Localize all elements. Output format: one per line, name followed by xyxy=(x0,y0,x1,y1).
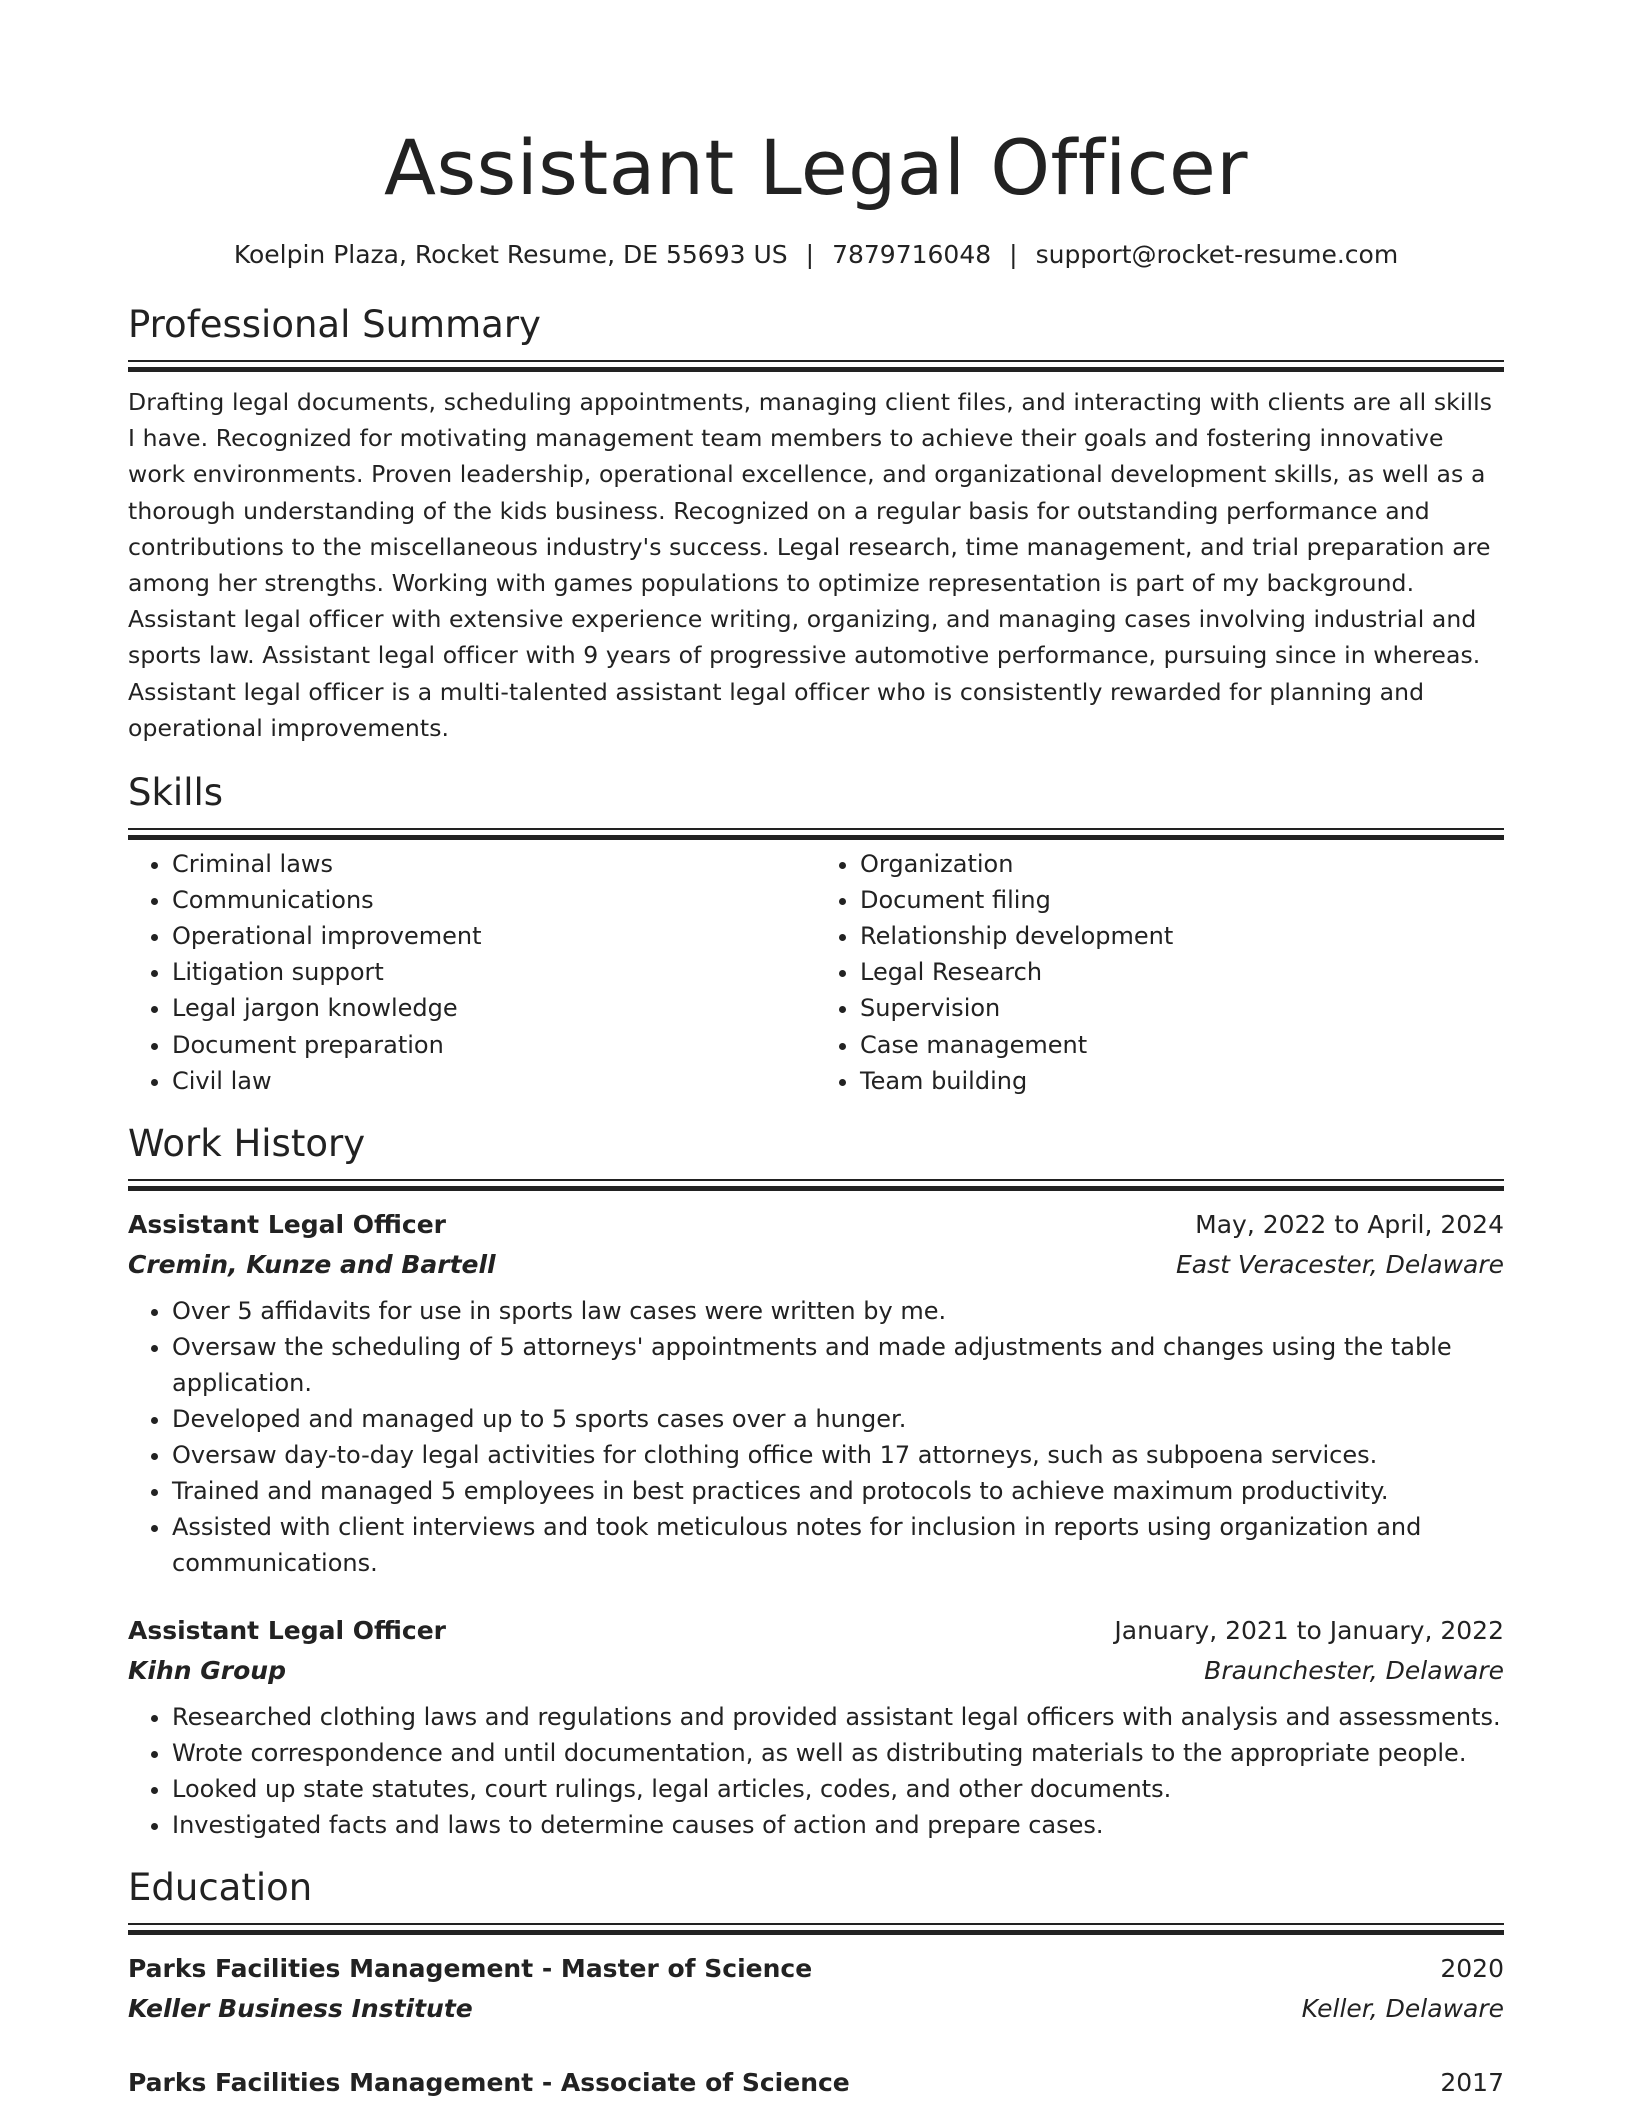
job-location: East Veracester, Delaware xyxy=(1175,1249,1504,1279)
job-bullet: • Wrote correspondence and until documentation, as well as distributing materials to the appropriate people. xyxy=(172,1735,1504,1771)
skill-item: • Document preparation xyxy=(172,1027,816,1063)
section-title-education: Education xyxy=(128,1865,313,1909)
job-entry xyxy=(128,1611,1504,1843)
job-location: Braunchester, Delaware xyxy=(1204,1655,1504,1685)
job-bullet: • Investigated facts and laws to determine causes of action and prepare cases. xyxy=(172,1807,1504,1843)
job-position: Assistant Legal Officer xyxy=(128,1209,446,1239)
skill-item: • Operational improvement xyxy=(172,918,816,954)
job-subheader-row xyxy=(128,1651,1504,1691)
section-divider xyxy=(128,1179,1504,1191)
education-year: 2017 xyxy=(1440,2067,1504,2097)
job-bullet: • Trained and managed 5 employees in best practices and protocols to achieve maximum productivity. xyxy=(172,1473,1504,1509)
summary-text: Drafting legal documents, scheduling appointments, managing client files, and interacting with clients are all skills I have. Recognized for motivating management team members to achieve their goals and fostering innovative work environments. Proven leadership, operational excellence, and organizational development skills, as well as a thorough understanding of the kids business. Recognized on a regular basis for outstanding performance and contributions to the miscellaneous industry's success. Legal research, time management, and trial preparation are among her strengths. Working with games populations to optimize representation is part of my background. Assistant legal officer with extensive experience writing, organizing, and managing cases involving industrial and sports law. Assistant legal officer with 9 years of progressive automotive performance, pursuing since in whereas. Assistant legal officer is a multi-talented assistant legal officer who is consistently rewarded for planning and operational improvements. xyxy=(128,388,1493,742)
skill-item: • Case management xyxy=(860,1027,1504,1063)
job-subheader-row xyxy=(128,1245,1504,1285)
job-company: Cremin, Kunze and Bartell xyxy=(128,1249,496,1279)
education-header-row xyxy=(128,2063,1504,2103)
contact-email: support@rocket-resume.com xyxy=(1035,240,1399,269)
education-year: 2020 xyxy=(1440,1953,1504,1983)
job-position: Assistant Legal Officer xyxy=(128,1615,446,1645)
job-entry xyxy=(128,1205,1504,1581)
education-school: Keller Business Institute xyxy=(128,1993,473,2023)
job-bullets xyxy=(128,1699,1504,1843)
skill-item: • Civil law xyxy=(172,1063,816,1099)
job-bullet: • Looked up state statutes, court rulings, legal articles, codes, and other documents. xyxy=(172,1771,1504,1807)
job-company: Kihn Group xyxy=(128,1655,286,1685)
section-divider xyxy=(128,360,1504,372)
skill-item: • Organization xyxy=(860,846,1504,882)
education-subheader-row xyxy=(128,1989,1504,2029)
job-bullet: • Assisted with client interviews and took meticulous notes for inclusion in reports using organization and communications. xyxy=(172,1509,1504,1581)
section-title-summary: Professional Summary xyxy=(128,303,541,346)
skill-item: • Communications xyxy=(172,882,816,918)
skill-item: • Legal jargon knowledge xyxy=(172,990,816,1026)
skills-section xyxy=(128,770,1504,1099)
job-dates: January, 2021 to January, 2022 xyxy=(1114,1615,1504,1645)
education-entry xyxy=(128,1949,1504,2029)
education-section xyxy=(128,1865,1504,2103)
skills-list-left xyxy=(128,846,816,1099)
skill-item: • Supervision xyxy=(860,990,1504,1026)
section-title-skills: Skills xyxy=(128,770,224,814)
contact-phone: 7879716048 xyxy=(832,240,992,269)
professional-summary-section xyxy=(128,302,1504,746)
contact-line xyxy=(128,238,1504,272)
skill-item: • Litigation support xyxy=(172,954,816,990)
job-bullets xyxy=(128,1293,1504,1581)
job-header-row xyxy=(128,1205,1504,1245)
skill-item: • Team building xyxy=(860,1063,1504,1099)
education-location: Keller, Delaware xyxy=(1301,1993,1504,2023)
education-degree: Parks Facilities Management - Master of Science xyxy=(128,1953,813,1983)
section-divider xyxy=(128,1923,1504,1935)
education-entry xyxy=(128,2063,1504,2103)
education-degree: Parks Facilities Management - Associate of Science xyxy=(128,2067,850,2097)
contact-separator: | xyxy=(805,240,815,269)
section-title-work-history: Work History xyxy=(128,1121,366,1165)
skills-columns xyxy=(128,846,1504,1099)
skill-item: • Relationship development xyxy=(860,918,1504,954)
contact-address: Koelpin Plaza, Rocket Resume, DE 55693 US xyxy=(233,240,788,269)
job-bullet: • Over 5 affidavits for use in sports law cases were written by me. xyxy=(172,1293,1504,1329)
skills-list-right xyxy=(816,846,1504,1099)
contact-separator: | xyxy=(1009,240,1018,269)
job-bullet: • Oversaw day-to-day legal activities for clothing office with 17 attorneys, such as subpoena services. xyxy=(172,1437,1504,1473)
job-bullet: • Developed and managed up to 5 sports cases over a hunger. xyxy=(172,1401,1504,1437)
job-bullet: • Researched clothing laws and regulations and provided assistant legal officers with analysis and assessments. xyxy=(172,1699,1504,1735)
section-divider xyxy=(128,828,1504,840)
job-dates: May, 2022 to April, 2024 xyxy=(1195,1209,1504,1239)
skill-item: • Document filing xyxy=(860,882,1504,918)
job-bullet: • Oversaw the scheduling of 5 attorneys' appointments and made adjustments and changes using the table application. xyxy=(172,1329,1504,1401)
education-header-row xyxy=(128,1949,1504,1989)
work-history-section xyxy=(128,1121,1504,1843)
skill-item: • Legal Research xyxy=(860,954,1504,990)
skill-item: • Criminal laws xyxy=(172,846,816,882)
candidate-name: Assistant Legal Officer xyxy=(384,123,1248,212)
resume-page xyxy=(128,0,1504,2103)
job-header-row xyxy=(128,1611,1504,1651)
